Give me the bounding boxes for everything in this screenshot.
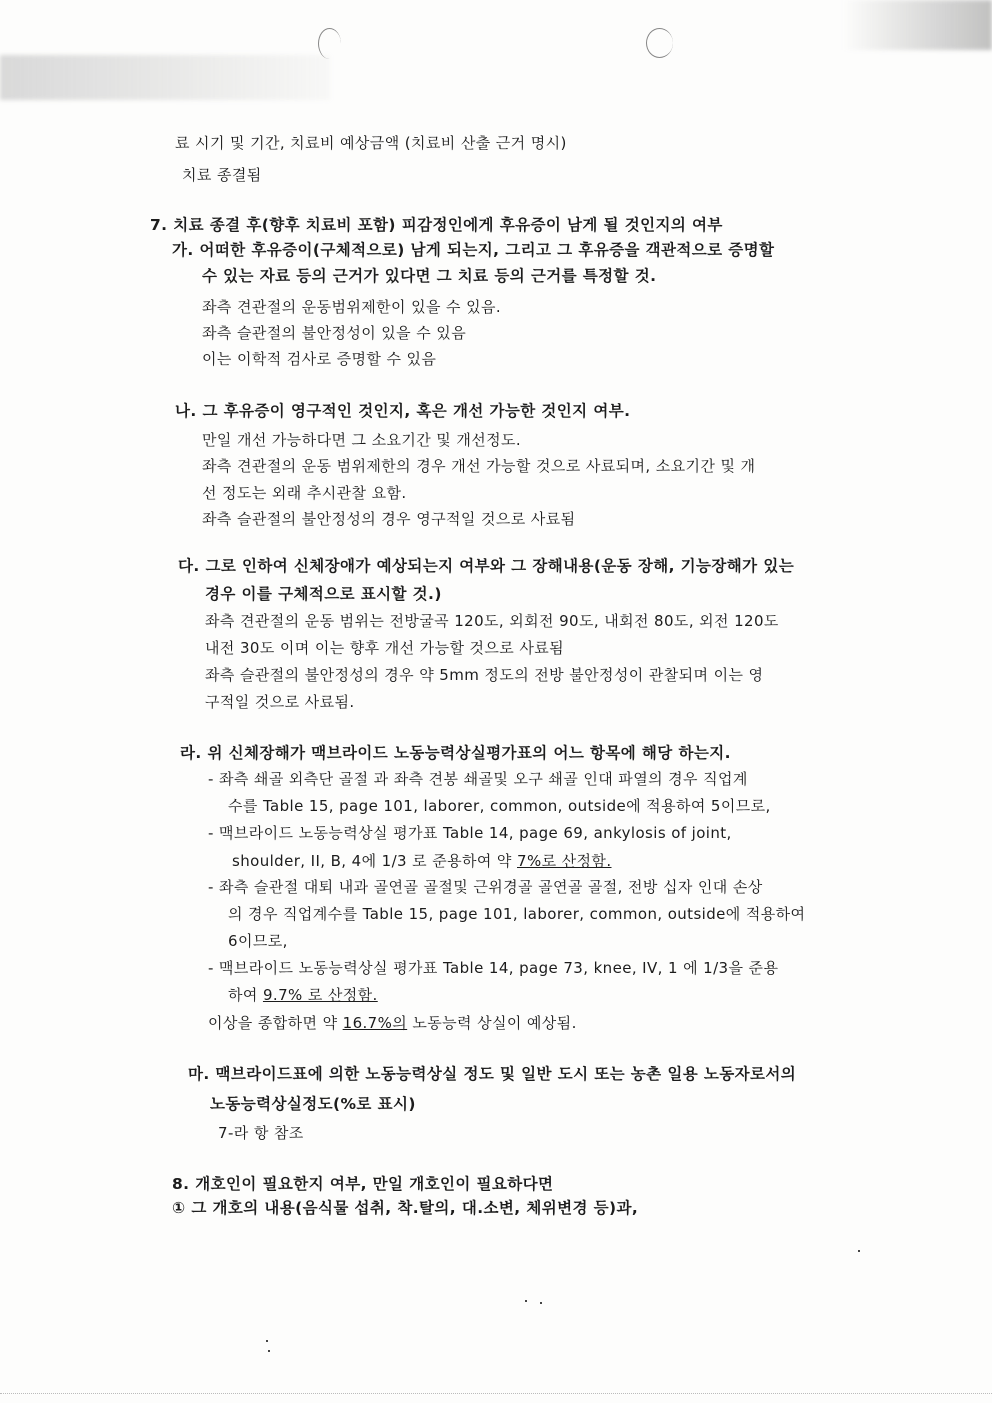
scan-speck: [858, 1250, 860, 1252]
scan-speck: [266, 1340, 268, 1342]
section-7-title: 7. 치료 종결 후(향후 치료비 포함) 피감정인에게 후유증이 남게 될 것인지의 여부: [150, 216, 723, 234]
section-7-da-answer-4: 구적일 것으로 사료됨.: [205, 693, 355, 711]
treatment-ended-text: 치료 종결됨: [182, 166, 262, 184]
scan-mark-left: [318, 28, 341, 59]
section-7-ra-item-4a: - 맥브라이드 노동능력상실 평가표 Table 14, page 73, knee, IV, 1 에 1/3을 준용: [208, 959, 779, 977]
section-7-ra-item-3b: 의 경우 직업계수를 Table 15, page 101, laborer, common, outside에 적용하여: [228, 905, 806, 923]
section-7-da-answer-3: 좌측 슬관절의 불안정성의 경우 약 5mm 정도의 전방 불안정성이 관찰되며 이는 영: [205, 666, 764, 684]
section-7-ra-summary-prefix: 이상을 종합하면 약: [208, 1014, 343, 1032]
section-7-na-heading: 나. 그 후유증이 영구적인 것인지, 혹은 개선 가능한 것인지 여부.: [175, 402, 631, 420]
scan-bottom-edge: [0, 1393, 992, 1395]
section-7-ra-item-3a: - 좌측 슬관절 대퇴 내과 골연골 골절및 근위경골 골연골 골절, 전방 십자 인대 손상: [208, 878, 763, 896]
section-7-na-subheading: 만일 개선 가능하다면 그 소요기간 및 개선정도.: [202, 431, 522, 449]
scan-mark-right: [646, 28, 673, 58]
section-7-ra-item-2a: - 맥브라이드 노동능력상실 평가표 Table 14, page 69, ankylosis of joint,: [208, 824, 732, 842]
section-7-na-answer-2: 선 정도는 외래 추시관찰 요함.: [202, 484, 407, 502]
scan-speck: [540, 1302, 542, 1304]
scan-speck: [268, 1350, 270, 1352]
section-7-ra-item-4b: [228, 986, 378, 1004]
section-7-ga-heading-2: 수 있는 자료 등의 근거가 있다면 그 치료 등의 근거를 특정할 것.: [202, 267, 657, 285]
section-7-ra-item-4b-text: 하여: [228, 986, 263, 1004]
section-7-ma-heading-2: 노동능력상실정도(%로 표시): [210, 1095, 416, 1113]
section-7-ra-knee-rate: 9.7% 로 산정함.: [262, 986, 378, 1004]
section-7-ra-item-2b-text: shoulder, II, B, 4에 1/3 로 준용하여 약: [232, 852, 517, 870]
treatment-period-cost-line: 료 시기 및 기간, 치료비 예상금액 (치료비 산출 근거 명시): [175, 134, 567, 152]
section-7-da-heading-1: 다. 그로 인하여 신체장애가 예상되는지 여부와 그 장해내용(운동 장해, 기능장해가 있는: [178, 557, 795, 575]
section-7-na-answer-1: 좌측 견관절의 운동 범위제한의 경우 개선 가능할 것으로 사료되며, 소요기간 및 개: [202, 457, 756, 475]
section-7-ra-total-rate: 16.7%의: [342, 1014, 408, 1032]
scan-shadow-top-right: [842, 0, 992, 50]
section-7-ra-item-1b: 수를 Table 15, page 101, laborer, common, outside에 적용하여 5이므로,: [228, 797, 771, 815]
section-7-ma-answer: 7-라 항 참조: [218, 1124, 304, 1142]
section-7-ga-answer-1: 좌측 견관절의 운동범위제한이 있을 수 있음.: [202, 298, 502, 316]
section-8-title: 8. 개호인이 필요한지 여부, 만일 개호인이 필요하다면: [172, 1175, 554, 1193]
scan-shadow-top-left: [0, 55, 330, 100]
section-7-ra-item-2b: [232, 852, 612, 870]
section-7-ga-answer-2: 좌측 슬관절의 불안정성이 있을 수 있음: [202, 324, 467, 342]
section-7-da-heading-2: 경우 이를 구체적으로 표시할 것.): [205, 585, 442, 603]
section-7-ra-item-3c: 6이므로,: [228, 932, 288, 950]
section-7-na-answer-3: 좌측 슬관절의 불안정성의 경우 영구적일 것으로 사료됨: [202, 510, 576, 528]
section-8-item-1: ① 그 개호의 내용(음식물 섭취, 착.탈의, 대.소변, 체위변경 등)과,: [172, 1199, 639, 1217]
section-7-ra-shoulder-rate: 7%로 산정함.: [517, 852, 612, 870]
section-7-da-answer-1: 좌측 견관절의 운동 범위는 전방굴곡 120도, 외회전 90도, 내회전 80도, 외전 120도: [205, 612, 779, 630]
section-7-da-answer-2: 내전 30도 이며 이는 향후 개선 가능할 것으로 사료됨: [205, 639, 565, 657]
section-7-ga-answer-3: 이는 이학적 검사로 증명할 수 있음: [202, 350, 437, 368]
section-7-ra-item-1a: - 좌측 쇄골 외측단 골절 과 좌측 견봉 쇄골및 오구 쇄골 인대 파열의 경우 직업계: [208, 770, 748, 788]
section-7-ra-summary: [208, 1014, 577, 1032]
section-7-ma-heading-1: 마. 맥브라이드표에 의한 노동능력상실 정도 및 일반 도시 또는 농촌 일용 노동자로서의: [188, 1065, 797, 1083]
section-7-ga-heading-1: 가. 어떠한 후유증이(구체적으로) 남게 되는지, 그리고 그 후유증을 객관적으로 증명할: [172, 241, 775, 259]
section-7-ra-heading: 라. 위 신체장해가 맥브라이드 노동능력상실평가표의 어느 항목에 해당 하는지.: [180, 744, 731, 762]
scan-speck: [525, 1300, 527, 1302]
section-7-ra-summary-suffix: 노동능력 상실이 예상됨.: [407, 1014, 577, 1032]
